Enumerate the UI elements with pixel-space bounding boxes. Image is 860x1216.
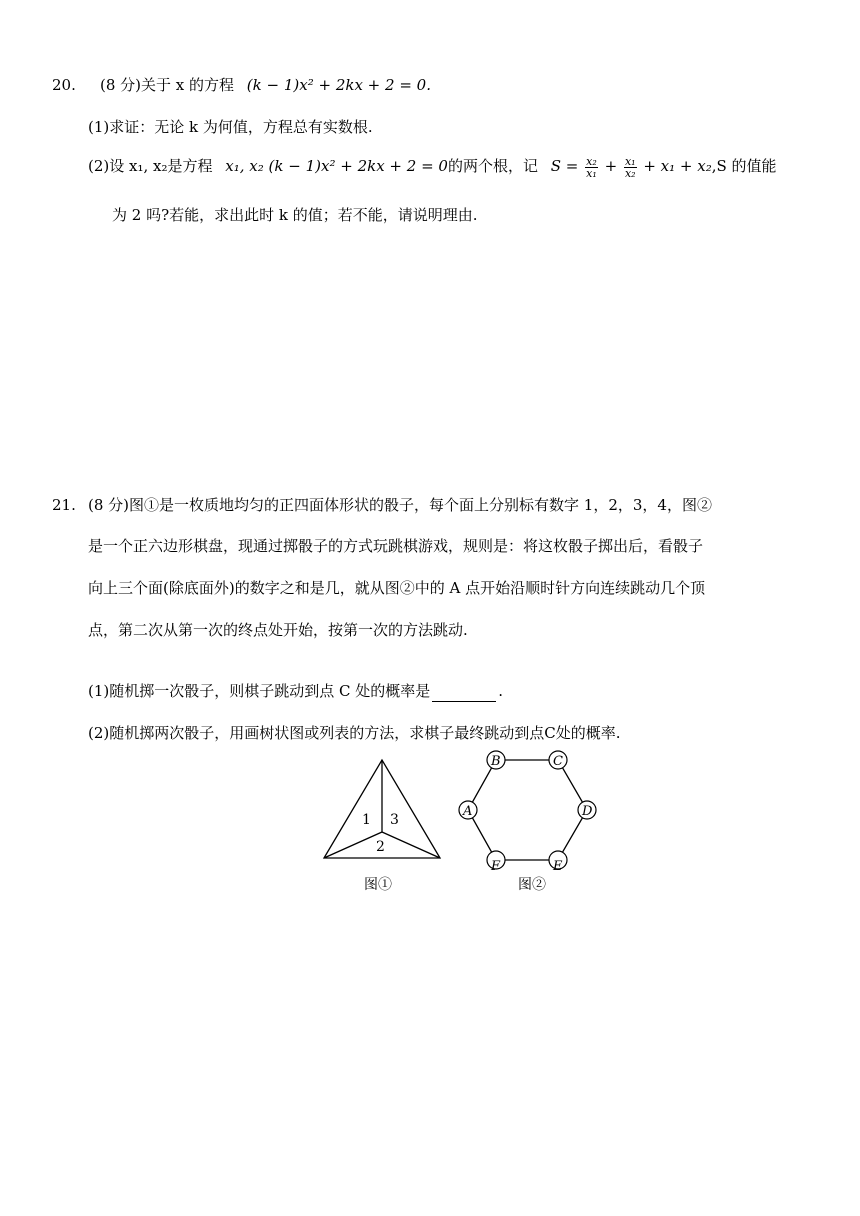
face-label-2: 2 — [376, 839, 385, 855]
q21-text-1: (8 分)图①是一枚质地均匀的正四面体形状的骰子，每个面上分别标有数字 1，2，3，4，图② — [88, 496, 712, 514]
fraction-x1-over-x2 — [624, 156, 637, 179]
figure-2-hexagon-board — [456, 746, 602, 876]
q21-part1 — [88, 680, 503, 702]
answer-blank[interactable] — [432, 685, 496, 702]
frac2-numerator: x₁ — [624, 154, 636, 168]
vertex-d-label: D — [582, 804, 593, 819]
vertex-a-label: A — [463, 804, 473, 819]
q20-equation: (k − 1)x² + 2kx + 2 = 0. — [246, 76, 431, 94]
s-tail: + x₁ + x₂ — [643, 157, 712, 175]
figure-2-caption: 图② — [518, 877, 546, 893]
q21-line3: 向上三个面(除底面外)的数字之和是几，就从图②中的 A 点开始沿顺时针方向连续跳动几个顶 — [88, 579, 706, 597]
frac2-denominator: x₂ — [624, 166, 636, 180]
figure-1-tetrahedron — [320, 754, 446, 864]
vertex-c — [549, 751, 567, 769]
vertex-b-label: B — [491, 754, 501, 769]
vertex-b — [487, 751, 505, 769]
vertex-e-label: E — [553, 859, 563, 874]
q20-part2-prefix: (2)设 x₁, x₂是方程 — [88, 157, 213, 175]
q21-part1-period: . — [498, 682, 504, 700]
fraction-x2-over-x1 — [585, 156, 598, 179]
q20-number: 20. — [52, 76, 76, 94]
q20-part2-line2: 为 2 吗?若能，求出此时 k 的值；若不能，请说明理由. — [112, 206, 478, 224]
face-label-1: 1 — [362, 812, 371, 828]
tetrahedron-edge-left — [324, 832, 382, 858]
vertex-f — [487, 851, 505, 874]
frac1-denominator: x₁ — [586, 166, 597, 180]
q21-line2: 是一个正六边形棋盘，现通过掷骰子的方式玩跳棋游戏，规则是：将这枚骰子掷出后，看骰子 — [88, 537, 704, 555]
q20-part2-vars: x₁, x₂ — [225, 157, 264, 175]
vertex-e — [549, 851, 567, 874]
frac1-numerator: x₂ — [586, 154, 597, 168]
tetrahedron-edge-right — [382, 832, 440, 858]
q21-line1 — [52, 494, 712, 516]
figure-1-caption: 图① — [364, 877, 392, 893]
q20-part2-mid: 的两个根，记 — [447, 157, 538, 175]
vertex-f-label: F — [491, 859, 501, 874]
q21-part2: (2)随机掷两次骰子，用画树状图或列表的方法，求棋子最终跳动到点C处的概率. — [88, 724, 621, 742]
q21-number: 21. — [52, 496, 76, 514]
q21-line4: 点，第二次从第一次的终点处开始，按第一次的方法跳动. — [88, 621, 468, 639]
plus-sign: + — [604, 157, 618, 175]
q20-part1: (1)求证：无论 k 为何值，方程总有实数根. — [88, 118, 373, 136]
q21-part1-text: (1)随机掷一次骰子，则棋子跳动到点 C 处的概率是 — [88, 682, 431, 700]
vertex-d — [578, 801, 596, 819]
q20-part2-line1 — [88, 152, 777, 180]
hexagon-outline — [468, 760, 587, 860]
q20-stem: (8 分)关于 x 的方程 — [100, 76, 235, 94]
vertex-a — [459, 801, 477, 819]
q20-part2-equation: (k − 1)x² + 2kx + 2 = 0 — [268, 157, 448, 175]
vertex-c-label: C — [553, 754, 563, 769]
q20-part2-suffix: ,S 的值能 — [711, 157, 777, 175]
face-label-3: 3 — [390, 812, 399, 828]
s-lhs: S = — [550, 157, 579, 175]
q20-line1 — [52, 74, 431, 96]
